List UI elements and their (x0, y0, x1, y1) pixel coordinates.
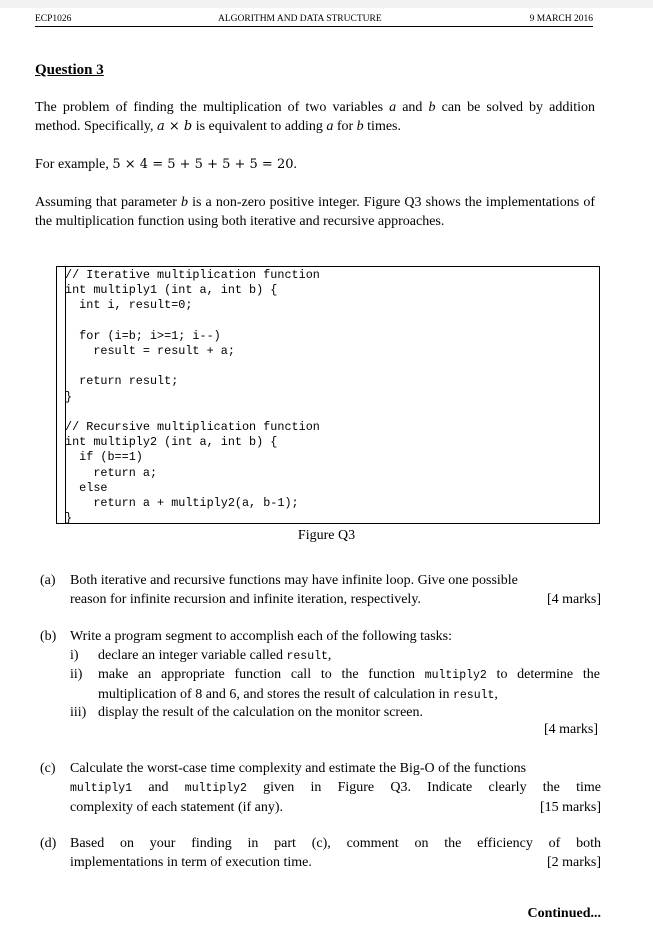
continued-footer: Continued... (527, 906, 601, 921)
part-d: (d) Based on your finding in part (c), comment on the efficiency of both implementations in term of execution time. [2 marks] (40, 836, 601, 870)
intro-paragraph-2: For example, 5 × 4 = 5 + 5 + 5 + 5 = 20. (35, 157, 297, 172)
code-line: result = result + a; (65, 344, 235, 359)
code-line: } (65, 511, 73, 526)
code-line: if (b==1) (65, 450, 143, 465)
code-line: } (65, 389, 73, 404)
code-line: return a; (65, 465, 158, 480)
code-line: // Iterative multiplication function (65, 268, 320, 282)
part-a-label: (a) (40, 573, 56, 588)
part-c: (c) Calculate the worst-case time complexity and estimate the Big-O of the functions multiply1 and multiply2 given in Figure Q3. Indicate clearly the time complexity of each statement (if any). [15 marks] (40, 761, 602, 815)
part-c-label: (c) (40, 761, 56, 776)
part-d-marks: [2 marks] (546, 855, 601, 870)
part-a-text-2: reason for infinite recursion and infinite iteration, respectively. (70, 592, 421, 607)
part-d-label: (d) (40, 836, 57, 851)
code-line: int i, result=0; (65, 298, 193, 313)
page-top-band (0, 0, 653, 8)
question-title: Question 3 (35, 62, 104, 78)
part-b-label: (b) (40, 629, 57, 644)
code-line: int multiply2 (int a, int b) { (65, 435, 278, 450)
part-b-i: i) declare an integer variable called result, (70, 648, 332, 663)
part-a (35, 571, 601, 611)
code-line: // Recursive multiplication function (65, 420, 320, 435)
figure-caption: Figure Q3 (297, 528, 356, 543)
code-line: return a + multiply2(a, b-1); (65, 496, 299, 511)
part-a-text-1: Both iterative and recursive functions may have infinite loop. Give one possible (70, 573, 518, 588)
code-line: return result; (65, 374, 179, 389)
code-listing (65, 268, 320, 526)
intro-paragraph-1: The problem of finding the multiplication of two variables a and b can be solved by addition method. Specifically, a × b is equivalent to adding a for b times. (35, 100, 596, 134)
course-title: ALGORITHM AND DATA STRUCTURE (218, 14, 382, 24)
course-code: ECP1026 (35, 14, 72, 24)
part-b-marks: [4 marks] (543, 722, 598, 737)
part-a-marks: [4 marks] (546, 592, 601, 607)
part-b-iii: iii) display the result of the calculation on the monitor screen. (70, 705, 424, 720)
part-c-marks: [15 marks] (539, 800, 601, 815)
intro-paragraph-3: Assuming that parameter b is a non-zero positive integer. Figure Q3 shows the implementations of the multiplication function using both iterative and recursive approaches. (35, 195, 595, 229)
code-figure-box (56, 266, 600, 524)
code-line: else (65, 480, 108, 495)
exam-date: 9 MARCH 2016 (529, 14, 593, 24)
part-b-ii: ii) make an appropriate function call to the function multiply2 to determine the multiplication of 8 and 6, and stores the result of calculation in result, (70, 667, 600, 702)
part-b (35, 627, 601, 647)
page-header (35, 12, 593, 27)
code-line: int multiply1 (int a, int b) { (65, 283, 278, 298)
part-b-text: Write a program segment to accomplish each of the following tasks: (70, 629, 452, 644)
code-line: for (i=b; i>=1; i--) (65, 328, 221, 343)
